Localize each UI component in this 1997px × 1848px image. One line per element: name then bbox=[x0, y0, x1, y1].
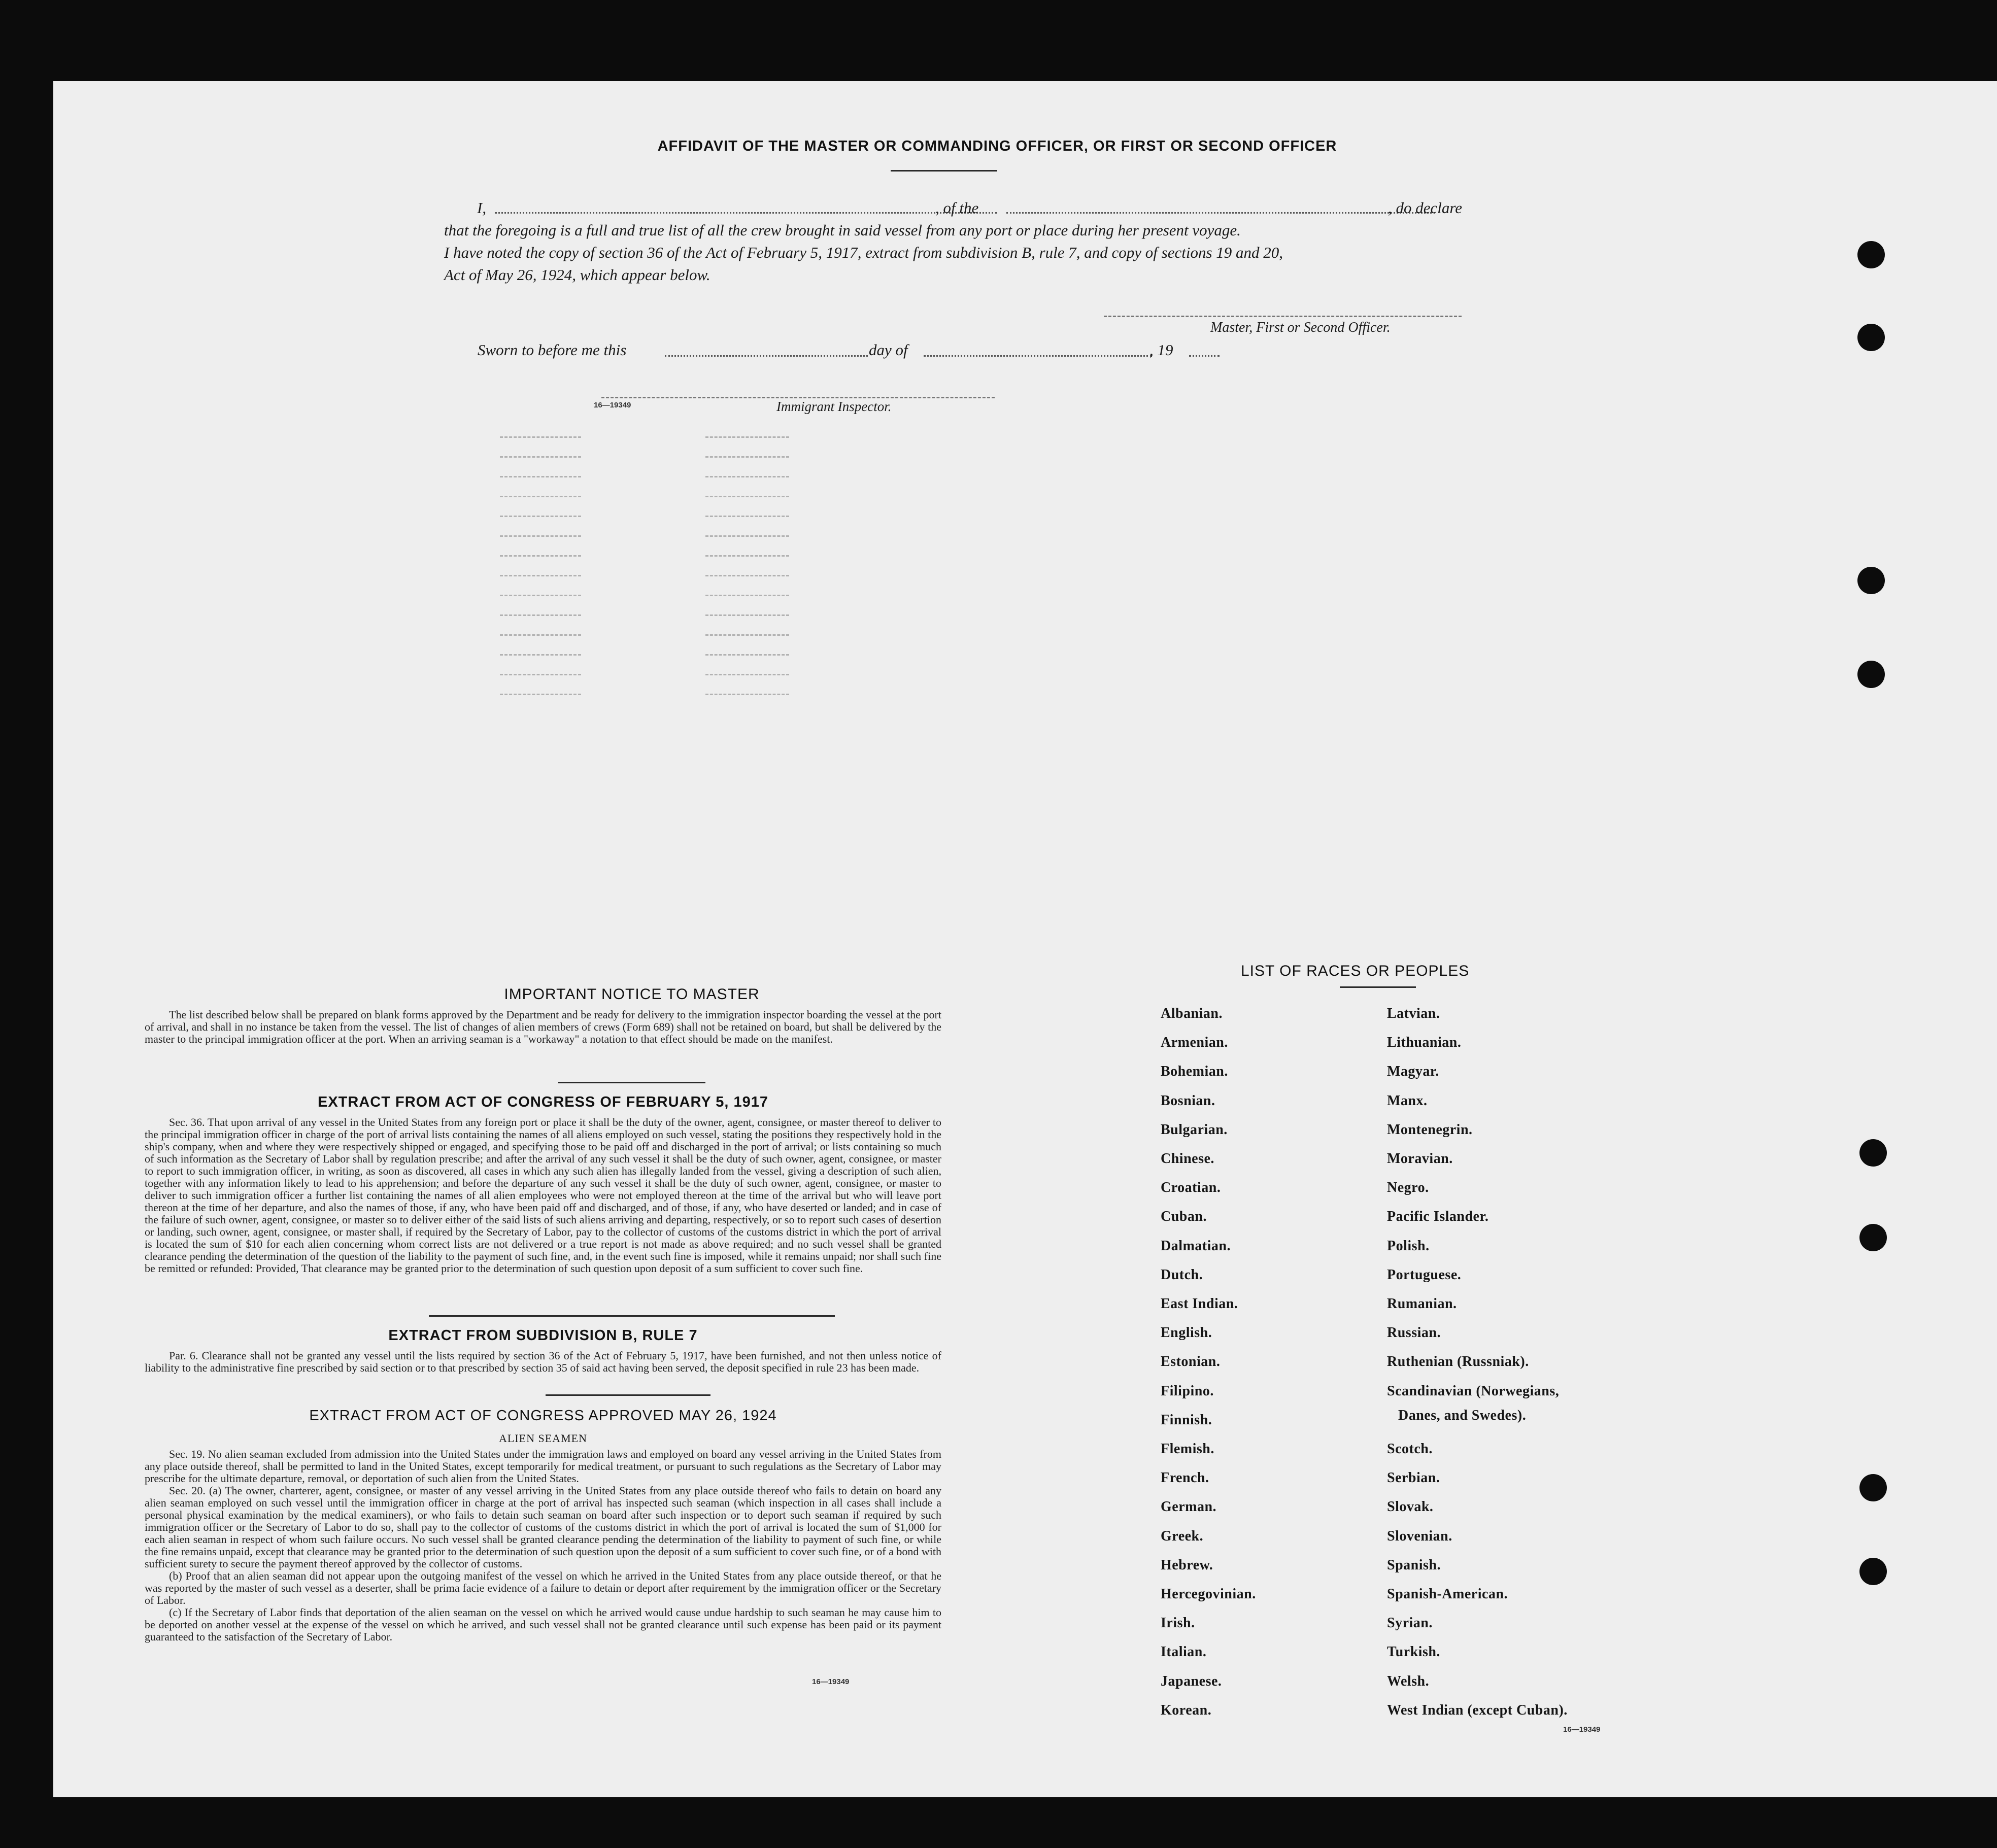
race-item: Montenegrin. bbox=[1387, 1122, 1473, 1138]
affidavit-of-the: , of the bbox=[935, 199, 979, 217]
section-19-text: Sec. 19. No alien seaman excluded from admission into the United States under the immigration laws and employed on board any vessel arriving in the United States from any place outside thereof, shall be permitted to land in the United States, except temporarily for medical treatment, or pursuant to such regulations as the Secretary of Labor may prescribe for the ultimate departure, removal, or deportation of such alien from the United States. bbox=[145, 1448, 941, 1485]
faint-row-line bbox=[500, 614, 581, 616]
faint-row-line bbox=[705, 654, 789, 656]
section-20b-text: (b) Proof that an alien seaman did not appear upon the outgoing manifest of the vessel on which he arrived in the United States from any place outside thereof, or that he was reported by the master of such vessel as a deserter, shall be prima facie evidence of a failure to detain or deport after requirement by the immigration officer or the Secretary of Labor. bbox=[145, 1569, 941, 1606]
affidavit-i: I, bbox=[477, 199, 487, 217]
faint-row-line bbox=[500, 575, 581, 576]
race-item: Hebrew. bbox=[1161, 1557, 1213, 1573]
race-item: Filipino. bbox=[1161, 1383, 1214, 1399]
race-item: Cuban. bbox=[1161, 1209, 1207, 1224]
section-36-text: Sec. 36. That upon arrival of any vessel in the United States from any foreign port or place it shall be the duty of the owner, agent, consignee, or master thereof to deliver to the principal immigration officer in charge of the port of arrival lists containing the names of all aliens employed on such vessel, stating the positions they respectively hold in the ship's company, when and where they were respectively shipped or engaged, and specifying those to be paid off and discharged in the port of arrival; or lists containing so much of such information as the Secretary of Labor shall by regulation prescribe; and after the arrival of any such vessel it shall be the duty of such owner, agent, consignee, or master to report to such immigration officer, in writing, as soon as discovered, all cases in which any such alien has illegally landed from the vessel, giving a description of such alien, together with any information likely to lead to his apprehension; and before the departure of any such vessel it shall be the duty of such owner, agent, consignee, or master to deliver to such immigration officer a further list containing the names of all alien employees who were not employed thereon at the time of the arrival but who will leave port thereon at the time of her departure, and also the names of those, if any, who have been paid off and discharged, and of those, if any, who have deserted or landed; and in case of the failure of such owner, agent, consignee, or master so to deliver either of the said lists of such aliens arriving and departing, respectively, or so to report such cases of desertion or landing, such owner, agent, consignee, or master shall, if required by the Secretary of Labor, pay to the collector of customs of the customs district in which the port of arrival is located the sum of $10 for each alien concerning whom correct lists are not delivered or a true report is not made as above required; and no such vessel shall be granted clearance pending the determination of the question of the liability to the payment of such fine, and, in the event such fine is imposed, while it remains unpaid; nor shall such fine be remitted or refunded: Provided, That clearance may be granted prior to the determination of such question upon deposit of a sum sufficient to cover such fine. bbox=[145, 1116, 941, 1275]
notice-divider bbox=[558, 1082, 705, 1083]
race-item: Greek. bbox=[1161, 1528, 1204, 1544]
punch-hole-1 bbox=[1857, 241, 1885, 268]
faint-row-line bbox=[705, 674, 789, 675]
punch-hole-7 bbox=[1859, 1474, 1887, 1501]
race-item: Magyar. bbox=[1387, 1064, 1439, 1079]
race-item: Moravian. bbox=[1387, 1151, 1453, 1167]
faint-row-line bbox=[500, 595, 581, 596]
inspector-label: Immigrant Inspector. bbox=[776, 399, 892, 414]
race-item: Spanish. bbox=[1387, 1557, 1441, 1573]
race-item: Welsh. bbox=[1387, 1673, 1430, 1689]
inspector-signature-line[interactable] bbox=[601, 397, 995, 398]
extract-1917-title: EXTRACT FROM ACT OF CONGRESS OF FEBRUARY 5, 1917 bbox=[317, 1094, 769, 1110]
faint-row-line bbox=[705, 595, 789, 596]
faint-row-line bbox=[500, 674, 581, 675]
extract-1924-title: EXTRACT FROM ACT OF CONGRESS APPROVED MAY 26, 1924 bbox=[309, 1408, 777, 1424]
faint-row-line bbox=[500, 555, 581, 557]
race-item: Pacific Islander. bbox=[1387, 1209, 1489, 1224]
affidavit-line-4: Act of May 26, 1924, which appear below. bbox=[444, 266, 710, 284]
race-item: Scandinavian (Norwegians, bbox=[1387, 1383, 1560, 1399]
extract-rule7-title: EXTRACT FROM SUBDIVISION B, RULE 7 bbox=[388, 1327, 698, 1344]
faint-row-line bbox=[705, 516, 789, 517]
faint-row-line bbox=[705, 634, 789, 636]
faint-row-line bbox=[500, 516, 581, 517]
name-blank-line[interactable] bbox=[495, 212, 997, 214]
race-item: French. bbox=[1161, 1470, 1209, 1486]
race-item: Albanian. bbox=[1161, 1006, 1223, 1021]
race-item: Finnish. bbox=[1161, 1412, 1212, 1428]
punch-hole-6 bbox=[1859, 1224, 1887, 1251]
paragraph-6-text: Par. 6. Clearance shall not be granted any vessel until the lists required by section 36 of the Act of February 5, 1917, have been furnished, and not then unless notice of liability to the administrative fine prescribed by said section or to that prescribed by section 35 of said act having been served, the deposit specified in rule 23 has been made. bbox=[145, 1349, 941, 1374]
title-underline bbox=[891, 170, 997, 172]
faint-row-line bbox=[705, 614, 789, 616]
race-item: Dalmatian. bbox=[1161, 1238, 1231, 1254]
faint-row-line bbox=[500, 456, 581, 458]
race-item: Croatian. bbox=[1161, 1180, 1221, 1195]
faint-row-line bbox=[705, 535, 789, 537]
race-item: Irish. bbox=[1161, 1615, 1195, 1631]
punch-hole-8 bbox=[1859, 1558, 1887, 1585]
races-form-number: 16—19349 bbox=[1563, 1725, 1601, 1734]
race-item: Russian. bbox=[1387, 1325, 1441, 1341]
race-item: Polish. bbox=[1387, 1238, 1430, 1254]
race-item: Slovak. bbox=[1387, 1499, 1434, 1515]
race-item: Estonian. bbox=[1161, 1354, 1221, 1370]
faint-row-line bbox=[705, 436, 789, 438]
document-page bbox=[53, 81, 1997, 1797]
race-item: Ruthenian (Russniak). bbox=[1387, 1354, 1529, 1370]
faint-row-line bbox=[705, 456, 789, 458]
section-20a-text: Sec. 20. (a) The owner, charterer, agent, consignee, or master of any vessel arriving in the United States from any place outside thereof who fails to detain on board any alien seaman employed on such vessel until the immigration officer in charge at the port of arrival has inspected such seaman (which inspection in all cases shall include a personal physical examination by the medical examiners), or who fails to detain such seaman on board after such inspection or to deport such seaman if required by such immigration officer or the Secretary of Labor to do so, shall pay to the collector of customs of the customs district in which the port of arrival is located the sum of $1,000 for each alien seaman in respect of whom such failure occurs. No such vessel shall be granted clearance pending the determination of the liability to payment of such fine, or while the fine remains unpaid, except that clearance may be granted prior to the determination of such question upon the deposit of a sum sufficient to cover such fine, or of a bond with sufficient surety to secure the payment thereof approved by the collector of customs. bbox=[145, 1484, 941, 1570]
extract-1924-body bbox=[145, 1448, 941, 1643]
extract-1917-body bbox=[145, 1116, 941, 1275]
affidavit-do-declare: , do declare bbox=[1388, 199, 1463, 217]
race-item: Bulgarian. bbox=[1161, 1122, 1228, 1138]
affidavit-title: AFFIDAVIT OF THE MASTER OR COMMANDING OFFICER, OR FIRST OR SECOND OFFICER bbox=[657, 138, 1337, 154]
notice-title: IMPORTANT NOTICE TO MASTER bbox=[504, 986, 760, 1003]
master-signature-line[interactable] bbox=[1104, 316, 1462, 317]
faint-row-line bbox=[705, 555, 789, 557]
affidavit-form-number: 16—19349 bbox=[594, 401, 631, 409]
sworn-prefix: Sworn to before me this bbox=[478, 341, 627, 359]
sworn-day-of: day of bbox=[869, 341, 908, 359]
race-item: Flemish. bbox=[1161, 1441, 1214, 1457]
faint-row-line bbox=[705, 694, 789, 695]
race-scandinavian-continued: Danes, and Swedes). bbox=[1398, 1408, 1527, 1423]
race-item: Portuguese. bbox=[1387, 1267, 1462, 1283]
race-item: Dutch. bbox=[1161, 1267, 1203, 1283]
notice-paragraph: The list described below shall be prepared on blank forms approved by the Department and be ready for delivery to the immigration inspector boarding the vessel at the port of arrival, and shall in no instance be taken from the vessel. The list of changes of alien members of crews (Form 689) shall not be retained on board, but shall be delivered by the master to the principal immigration officer at the port. When an arriving seaman is a "workaway" a notation to that effect should be made on the manifest. bbox=[145, 1008, 941, 1045]
extract-rule7-body bbox=[145, 1350, 941, 1374]
sworn-month-blank[interactable] bbox=[924, 355, 1152, 357]
race-item: Latvian. bbox=[1387, 1006, 1440, 1021]
section-20c-text: (c) If the Secretary of Labor finds that deportation of the alien seaman on the vessel on which he arrived would cause undue hardship to such seaman he may cause him to be deported on another vessel at the expense of the vessel on which he arrived, and such vessel shall not be granted clearance until such expense has been paid or its payment guaranteed to the satisfaction of the Secretary of Labor. bbox=[145, 1606, 941, 1643]
alien-seamen-subtitle: ALIEN SEAMEN bbox=[499, 1432, 587, 1445]
faint-row-line bbox=[500, 634, 581, 636]
race-item: Slovenian. bbox=[1387, 1528, 1452, 1544]
race-item: Serbian. bbox=[1387, 1470, 1440, 1486]
race-item: Manx. bbox=[1387, 1093, 1428, 1109]
extract-form-number: 16—19349 bbox=[812, 1678, 850, 1686]
notice-body bbox=[145, 1009, 941, 1045]
faint-row-line bbox=[705, 496, 789, 497]
faint-row-line bbox=[500, 654, 581, 656]
races-title: LIST OF RACES OR PEOPLES bbox=[1241, 963, 1470, 979]
race-item: Bohemian. bbox=[1161, 1064, 1228, 1079]
race-item: Syrian. bbox=[1387, 1615, 1433, 1631]
punch-hole-3 bbox=[1857, 567, 1885, 594]
extract-1917-divider bbox=[429, 1315, 835, 1317]
race-item: Spanish-American. bbox=[1387, 1586, 1508, 1602]
punch-hole-4 bbox=[1857, 661, 1885, 688]
race-item: East Indian. bbox=[1161, 1296, 1238, 1312]
race-item: Scotch. bbox=[1387, 1441, 1433, 1457]
race-item: Armenian. bbox=[1161, 1035, 1228, 1050]
races-title-underline bbox=[1340, 986, 1416, 988]
affidavit-line-3: I have noted the copy of section 36 of the Act of February 5, 1917, extract from subdivision B, rule 7, and copy of sections 19 and 20, bbox=[444, 244, 1283, 261]
affidavit-line-2: that the foregoing is a full and true list of all the crew brought in said vessel from any port or place during her present voyage. bbox=[444, 221, 1241, 239]
master-signature-label: Master, First or Second Officer. bbox=[1210, 320, 1391, 335]
race-item: Rumanian. bbox=[1387, 1296, 1457, 1312]
race-item: Japanese. bbox=[1161, 1673, 1222, 1689]
race-item: Korean. bbox=[1161, 1702, 1212, 1718]
faint-row-line bbox=[500, 476, 581, 477]
faint-row-line bbox=[500, 694, 581, 695]
race-item: Hercegovinian. bbox=[1161, 1586, 1256, 1602]
faint-row-line bbox=[500, 535, 581, 537]
race-item: West Indian (except Cuban). bbox=[1387, 1702, 1568, 1718]
faint-row-line bbox=[500, 436, 581, 438]
race-item: German. bbox=[1161, 1499, 1217, 1515]
punch-hole-2 bbox=[1857, 324, 1885, 351]
faint-row-line bbox=[705, 575, 789, 576]
sworn-year-blank[interactable] bbox=[1189, 355, 1220, 357]
race-item: Chinese. bbox=[1161, 1151, 1214, 1167]
faint-row-line bbox=[705, 476, 789, 477]
vessel-blank-line[interactable] bbox=[1006, 212, 1435, 214]
race-item: Negro. bbox=[1387, 1180, 1429, 1195]
sworn-year: , 19 bbox=[1149, 341, 1173, 359]
punch-hole-5 bbox=[1859, 1139, 1887, 1167]
race-item: English. bbox=[1161, 1325, 1212, 1341]
race-item: Turkish. bbox=[1387, 1644, 1440, 1660]
faint-row-line bbox=[500, 496, 581, 497]
race-item: Lithuanian. bbox=[1387, 1035, 1462, 1050]
extract-rule7-divider bbox=[546, 1394, 710, 1396]
race-item: Bosnian. bbox=[1161, 1093, 1215, 1109]
race-item: Italian. bbox=[1161, 1644, 1207, 1660]
sworn-day-blank[interactable] bbox=[665, 355, 868, 357]
